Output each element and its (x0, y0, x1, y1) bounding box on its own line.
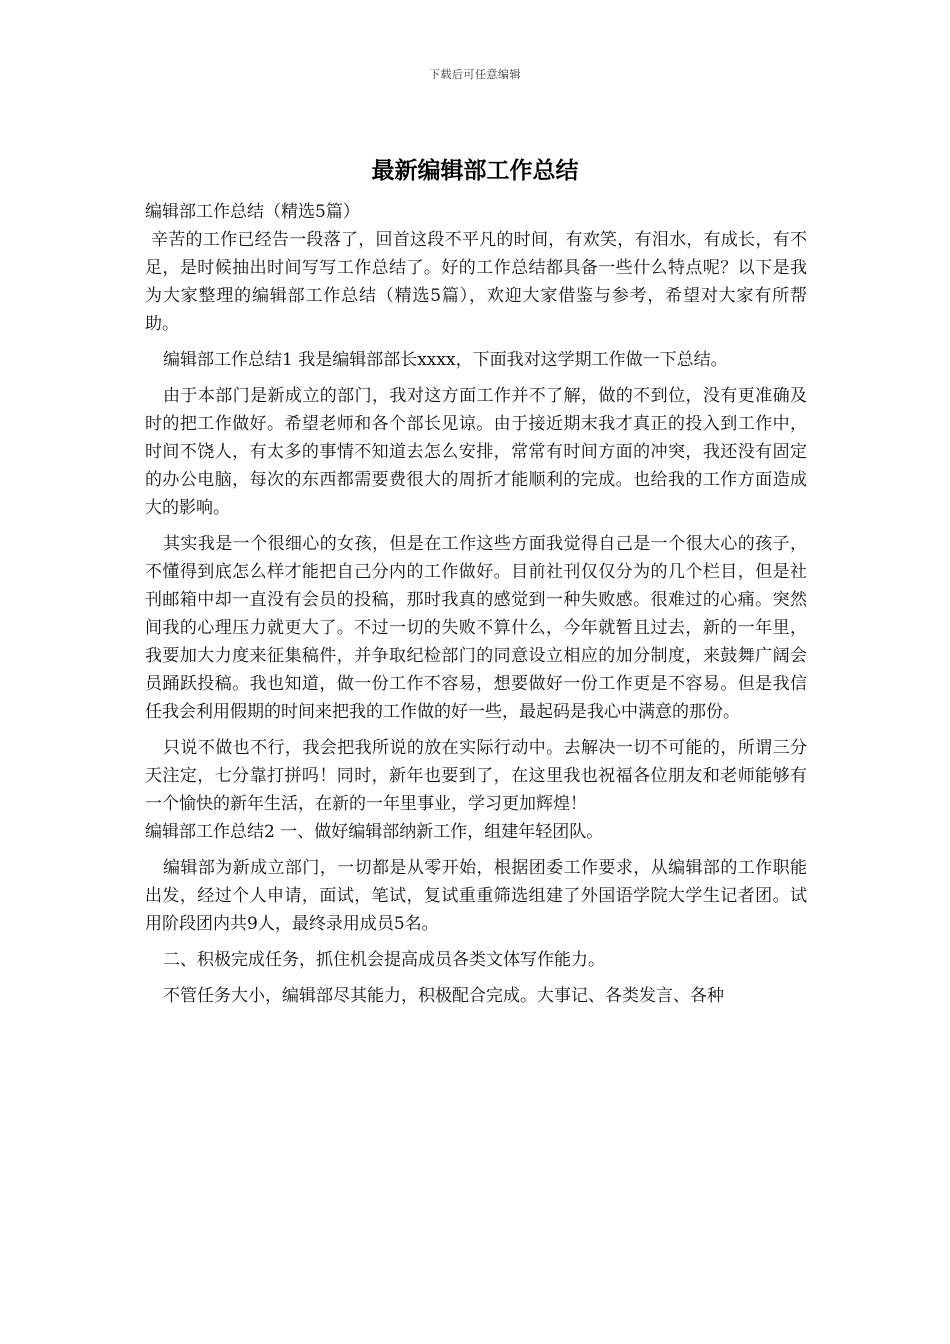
intro-paragraph: 辛苦的工作已经告一段落了，回首这段不平凡的时间，有欢笑，有泪水，有成长，有不足，是时候抽出时间写写工作总结了。好的工作总结都具备一些什么特点呢？以下是我为大家整理的编辑部工作总结（精选5篇），欢迎大家借鉴与参考，希望对大家有所帮助。 (145, 230, 807, 334)
body-paragraph: 只说不做也不行，我会把我所说的放在实际行动中。去解决一切不可能的，所谓三分天注定，七分靠打拼吗！同时，新年也要到了，在这里我也祝福各位朋友和老师能够有一个愉快的新年生活，在新的一年里事业，学习更加辉煌！ (145, 738, 807, 814)
section-2-heading: 编辑部工作总结2 一、做好编辑部纳新工作，组建年轻团队。 (145, 822, 604, 842)
document-body (145, 198, 807, 1010)
body-paragraph: 由于本部门是新成立的部门，我对这方面工作并不了解，做的不到位，没有更准确及时的把工作做好。希望老师和各个部长见谅。由于接近期末我才真正的投入到工作中，时间不饶人，有太多的事情不知道去怎么安排，常常有时间方面的冲突，我还没有固定的办公电脑，每次的东西都需要费很大的周折才能顺利的完成。也给我的工作方面造成大的影响。 (145, 386, 807, 518)
document-title: 最新编辑部工作总结 (371, 158, 579, 184)
header-note: 下载后可任意编辑 (429, 68, 521, 81)
subsection-heading: 二、积极完成任务，抓住机会提高成员各类文体写作能力。 (163, 950, 605, 970)
section-1-heading: 编辑部工作总结1 我是编辑部部长xxxx，下面我对这学期工作做一下总结。 (163, 350, 728, 370)
body-paragraph: 不管任务大小，编辑部尽其能力，积极配合完成。大事记、各类发言、各种 (163, 986, 724, 1006)
subtitle-line: 编辑部工作总结（精选5篇） (145, 202, 360, 222)
body-paragraph: 其实我是一个很细心的女孩，但是在工作这些方面我觉得自己是一个很大心的孩子，不懂得到底怎么样才能把自己分内的工作做好。目前社刊仅仅分为的几个栏目，但是社刊邮箱中却一直没有会员的投稿，那时我真的感觉到一种失败感。很难过的心痛。突然间我的心理压力就更大了。不过一切的失败不算什么，今年就暂且过去，新的一年里，我要加大力度来征集稿件，并争取纪检部门的同意设立相应的加分制度，来鼓舞广阔会员踊跃投稿。我也知道，做一份工作不容易，想要做好一份工作更是不容易。但是我信任我会利用假期的时间来把我的工作做的好一些，最起码是我心中满意的那份。 (145, 534, 807, 722)
body-paragraph: 编辑部为新成立部门，一切都是从零开始，根据团委工作要求，从编辑部的工作职能出发，经过个人申请，面试，笔试，复试重重筛选组建了外国语学院大学生记者团。试用阶段团内共9人，最终录用成员5名。 (145, 858, 807, 934)
